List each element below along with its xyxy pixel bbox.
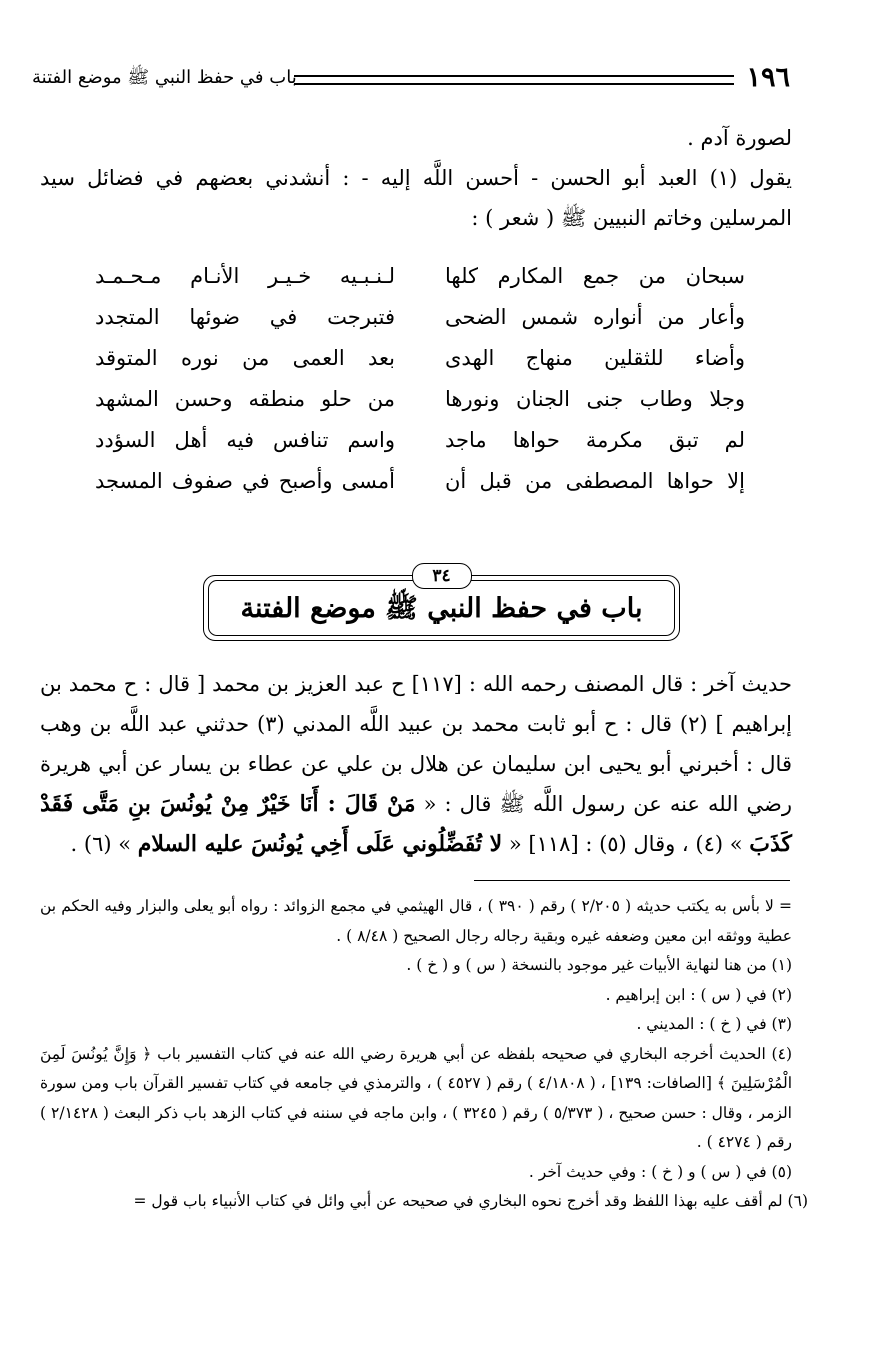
verse-first-hemistich: سبحان من جمع المكارم كلها	[445, 264, 745, 288]
poem-verse	[95, 297, 745, 338]
carry-over-line: لصورة آدم .	[687, 126, 792, 150]
footnote: (٢) في ( س ) : ابن إبراهيم .	[605, 985, 792, 1004]
chapter-number: ٣٤	[412, 563, 472, 589]
header-double-rule	[294, 75, 734, 85]
footnote: (١) من هنا لنهاية الأبيات غير موجود بالنسخة ( س ) و ( خ ) .	[406, 956, 792, 974]
poem-verse	[95, 338, 745, 379]
hadith-connector: » (٤) ، وقال (٥) : [١١٨] «	[508, 832, 743, 856]
hadith-paragraph	[40, 664, 792, 864]
verse-second-hemistich: من حلو منطقه وحسن المشهد	[95, 387, 395, 411]
footnotes	[40, 892, 808, 1217]
verse-first-hemistich: لم تبق مكرمة حواها ماجد	[445, 428, 745, 452]
verse-first-hemistich: إلا حواها المصطفى من قبل أن	[445, 469, 745, 493]
hadith-end: » (٦) .	[70, 832, 132, 856]
verse-second-hemistich: لـنـبـيه خـيـر الأنـام مـحـمـد	[95, 264, 395, 288]
verse-second-hemistich: فتبرجت في ضوئها المتجدد	[95, 305, 395, 329]
poem-verse	[95, 379, 745, 420]
chapter-title: باب في حفظ النبي ﷺ موضع الفتنة	[240, 593, 643, 624]
verse-second-hemistich: واسم تنافس فيه أهل السؤدد	[95, 428, 395, 452]
footnote: = لا بأس به يكتب حديثه ( ٢/٢٠٥ ) رقم ( ٣٩٠ ) ، قال الهيثمي في مجمع الزوائد : رواه أبو يعلى والبزار وفيه الحكم بن عطية ووثقه ابن معين وضعفه غيره وبقية رجاله رجال الصحيح ( ٨/٤٨ ) .	[40, 897, 792, 945]
verse-first-hemistich: وجلا وطاب جنى الجنان ونورها	[445, 387, 745, 411]
chapter-heading	[203, 563, 680, 641]
intro-section	[40, 118, 792, 238]
hadith-section	[40, 664, 792, 864]
footnote: (٥) في ( س ) و ( خ ) : وفي حديث آخر .	[528, 1162, 792, 1181]
footnote: (٤) الحديث أخرجه البخاري في صحيحه بلفظه عن أبي هريرة رضي الله عنه في كتاب التفسير باب ﴿ وَإِنَّ يُونُسَ لَمِنَ الْمُرْسَلِينَ ﴾ [الصافات: ١٣٩] ، ( ٤/١٨٠٨ ) رقم ( ٤٥٢٧ ) ، والترمذي في جامعه في كتاب تفسير القرآن باب ومن سورة الزمر ، وقال : حسن صحيح ، ( ٥/٣٧٣ ) رقم ( ٣٢٤٥ ) ، وابن ماجه في سننه في كتاب الزهد باب ذكر البعث ( ٢/١٤٢٨ ) رقم ( ٤٢٧٤ ) .	[40, 1044, 792, 1151]
poem	[95, 256, 745, 502]
poem-verse	[95, 256, 745, 297]
poem-verse	[95, 461, 745, 502]
verse-second-hemistich: أمسى وأصبح في صفوف المسجد	[95, 469, 395, 493]
running-title: باب في حفظ النبي ﷺ موضع الفتنة	[32, 67, 297, 88]
verse-first-hemistich: وأضاء للثقلين منهاج الهدى	[445, 346, 745, 370]
footnote-separator	[474, 880, 790, 881]
hadith-quote-1: مَنْ قَالَ : أَنَا خَيْرٌ مِنْ يُونُسَ بنِ مَتَّى فَقَدْ كَذَبَ	[40, 791, 792, 857]
footnote: (٦) لم أقف عليه بهذا اللفظ وقد أخرج نحوه البخاري في صحيحه عن أبي وائل في كتاب الأنبياء باب قول =	[133, 1192, 808, 1210]
running-header	[32, 60, 790, 96]
footnote: (٣) في ( خ ) : المديني .	[636, 1015, 792, 1033]
verse-second-hemistich: بعد العمى من نوره المتوقد	[95, 346, 395, 370]
intro-paragraph: يقول (١) العبد أبو الحسن - أحسن اللَّه إليه - : أنشدني بعضهم في فضائل سيد المرسلين وخاتم النبيين ﷺ ( شعر ) :	[40, 166, 792, 230]
verse-first-hemistich: وأعار من أنواره شمس الضحى	[445, 305, 745, 329]
poem-verse	[95, 420, 745, 461]
hadith-quote-2: لا تُفَضِّلُوني عَلَى أَخِي يُونُسَ عليه السلام	[137, 831, 503, 857]
hadith-chain: حديث آخر : قال المصنف رحمه الله : [١١٧] ح عبد العزيز بن محمد [ قال : ح محمد بن إبراهيم ] (٢) قال : ح أبو ثابت محمد بن عبيد اللَّه المدني (٣) حدثني عبد اللَّه بن وهب قال : أخبرني أبو يحيى ابن سليمان عن هلال بن علي عن عطاء بن يسار عن أبي هريرة رضي الله عنه عن رسول اللَّه ﷺ قال : «	[40, 672, 793, 816]
page-number: ١٩٦	[746, 62, 790, 93]
